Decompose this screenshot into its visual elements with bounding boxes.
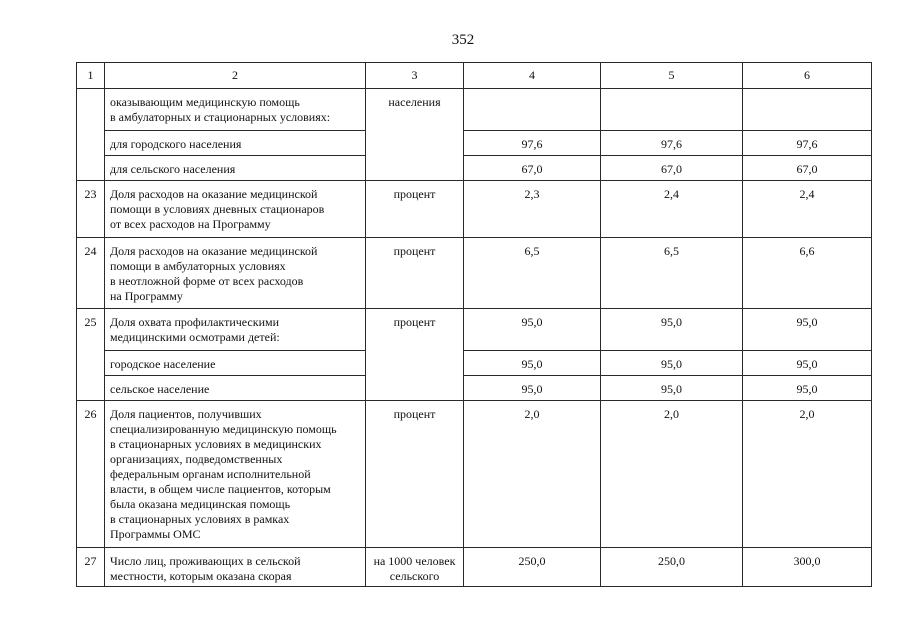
indicator-cell: городское население xyxy=(105,351,366,376)
row-number-cell: 23 xyxy=(77,181,105,238)
value-cell: 97,6 xyxy=(464,131,601,156)
value-cell: 67,0 xyxy=(743,156,872,181)
value-cell: 67,0 xyxy=(464,156,601,181)
table-row xyxy=(77,131,872,156)
value-cell xyxy=(464,89,601,131)
table-row xyxy=(77,376,872,401)
page-number: 352 xyxy=(451,32,475,48)
column-header: 1 xyxy=(77,63,105,89)
value-cell: 95,0 xyxy=(743,309,872,351)
column-header: 5 xyxy=(601,63,743,89)
indicator-cell: для городского населения xyxy=(105,131,366,156)
value-cell: 95,0 xyxy=(743,376,872,401)
table-row xyxy=(77,89,872,131)
indicator-cell: Доля расходов на оказание медицинской помощи в амбулаторных условиях в неотложной форме от всех расходов на Программу xyxy=(105,238,366,309)
value-cell: 2,4 xyxy=(601,181,743,238)
column-header: 2 xyxy=(105,63,366,89)
row-number-cell: 25 xyxy=(77,309,105,401)
table-row xyxy=(77,548,872,587)
unit-cell: процент xyxy=(366,181,464,238)
unit-cell: на 1000 человек сельского xyxy=(366,548,464,587)
value-cell xyxy=(601,89,743,131)
row-number-cell: 24 xyxy=(77,238,105,309)
indicator-cell: оказывающим медицинскую помощь в амбулаторных и стационарных условиях: xyxy=(105,89,366,131)
value-cell: 2,4 xyxy=(743,181,872,238)
header-row xyxy=(77,63,872,89)
value-cell: 300,0 xyxy=(743,548,872,587)
value-cell: 95,0 xyxy=(601,376,743,401)
unit-cell: процент xyxy=(366,401,464,548)
indicator-cell: для сельского населения xyxy=(105,156,366,181)
row-number-cell: 27 xyxy=(77,548,105,587)
indicator-cell: сельское население xyxy=(105,376,366,401)
table-row xyxy=(77,309,872,351)
value-cell: 67,0 xyxy=(601,156,743,181)
unit-cell: населения xyxy=(366,89,464,181)
value-cell: 97,6 xyxy=(743,131,872,156)
row-number-cell: 26 xyxy=(77,401,105,548)
value-cell: 6,5 xyxy=(601,238,743,309)
value-cell: 95,0 xyxy=(464,309,601,351)
value-cell: 6,5 xyxy=(464,238,601,309)
value-cell: 2,0 xyxy=(601,401,743,548)
unit-cell: процент xyxy=(366,309,464,401)
indicator-cell: Доля охвата профилактическими медицинскими осмотрами детей: xyxy=(105,309,366,351)
value-cell: 97,6 xyxy=(601,131,743,156)
column-header: 3 xyxy=(366,63,464,89)
table-row xyxy=(77,351,872,376)
column-header: 4 xyxy=(464,63,601,89)
table-row xyxy=(77,156,872,181)
value-cell: 250,0 xyxy=(601,548,743,587)
table-row xyxy=(77,181,872,238)
value-cell: 2,3 xyxy=(464,181,601,238)
row-number-cell xyxy=(77,89,105,181)
value-cell xyxy=(743,89,872,131)
value-cell: 2,0 xyxy=(743,401,872,548)
value-cell: 250,0 xyxy=(464,548,601,587)
indicator-cell: Доля пациентов, получивших специализированную медицинскую помощь в стационарных условиях в медицинских организациях, подведомственных федеральным органам исполнительной власти, в общем числе пациентов, которым была оказана медицинская помощь в стационарных условиях в рамках Программы ОМС xyxy=(105,401,366,548)
indicators-table xyxy=(76,62,872,587)
value-cell: 95,0 xyxy=(743,351,872,376)
value-cell: 2,0 xyxy=(464,401,601,548)
value-cell: 95,0 xyxy=(464,351,601,376)
value-cell: 95,0 xyxy=(601,309,743,351)
unit-cell: процент xyxy=(366,238,464,309)
column-header: 6 xyxy=(743,63,872,89)
indicator-cell: Число лиц, проживающих в сельской местности, которым оказана скорая xyxy=(105,548,366,587)
table-row xyxy=(77,401,872,548)
indicator-cell: Доля расходов на оказание медицинской помощи в условиях дневных стационаров от всех расходов на Программу xyxy=(105,181,366,238)
value-cell: 6,6 xyxy=(743,238,872,309)
value-cell: 95,0 xyxy=(464,376,601,401)
value-cell: 95,0 xyxy=(601,351,743,376)
table-row xyxy=(77,238,872,309)
